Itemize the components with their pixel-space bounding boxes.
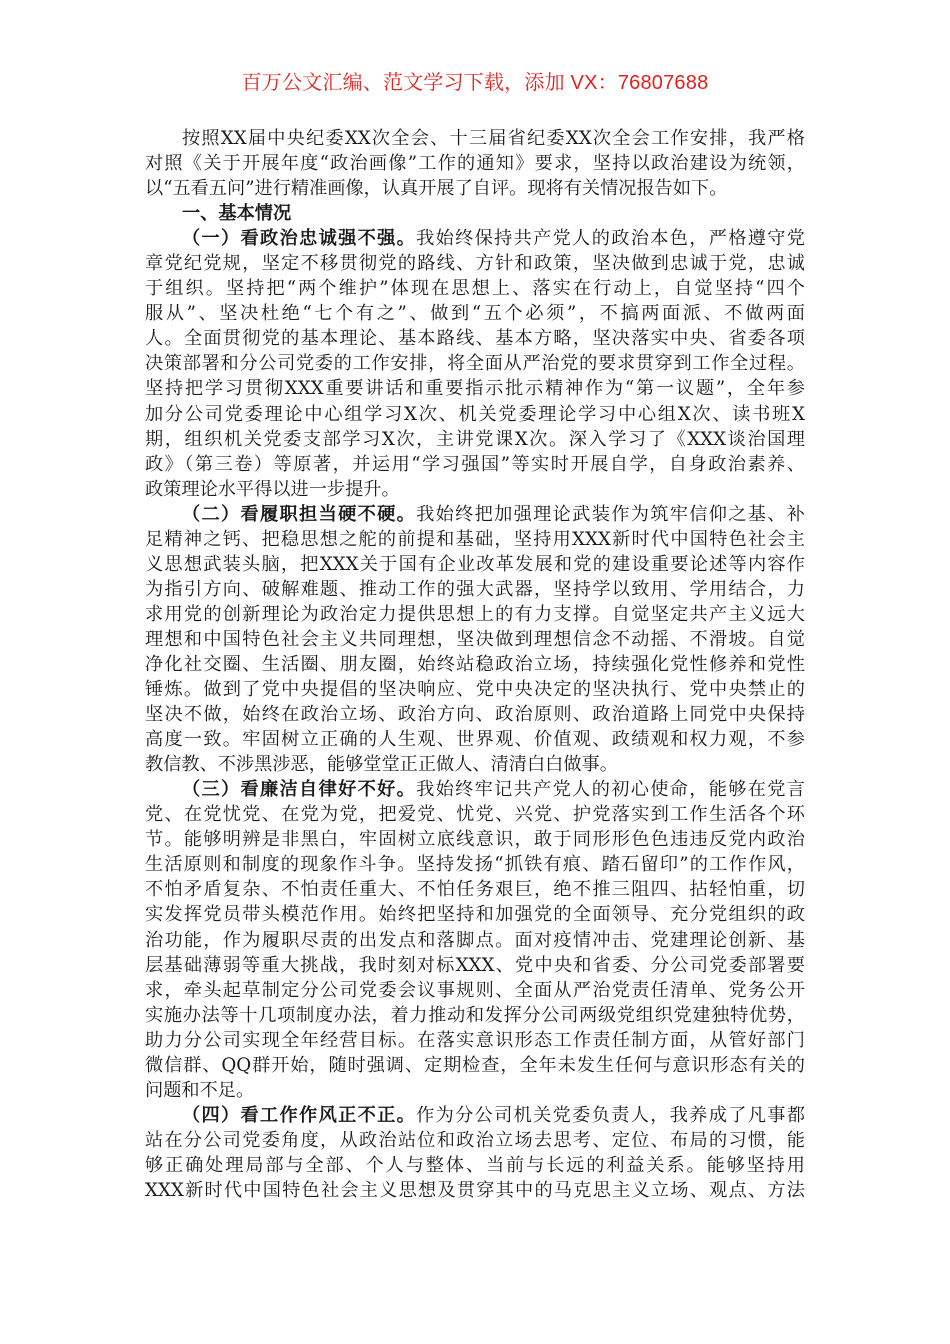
paragraph-line (145, 827, 805, 852)
paragraph-line (145, 902, 805, 927)
line-text: 够正确处理局部与全部、个人与整体、当前与长远的利益关系。能够坚持用 (145, 1154, 805, 1176)
line-text: 我始终把加强理论武装作为筑牢信仰之基、补 (416, 503, 805, 525)
paragraph-line (145, 978, 805, 1003)
line-text: 为指引方向、破解难题、推动工作的强大武器，坚持学以致用、学用结合，力 (145, 578, 805, 600)
paragraph-line (145, 251, 805, 276)
line-text: 求，牵头起草制定分公司党委会议事规则、全面从严治党责任清单、党务公开 (145, 979, 805, 1001)
paragraph-line (145, 577, 805, 602)
paragraph-line (145, 176, 805, 201)
line-text: 我始终保持共产党人的政治本色，严格遵守党 (416, 228, 805, 250)
line-text: 服从”、坚决杜绝“七个有之”、做到“五个必须”，不搞两面派、不做两面 (145, 303, 805, 325)
paragraph-line (145, 928, 805, 953)
paragraph-line (145, 326, 805, 351)
line-text: 问题和不足。 (145, 1079, 255, 1101)
line-text: 微信群、QQ群开始，随时强调、定期检查，全年未发生任何与意识形态有关的 (145, 1054, 805, 1076)
line-text: 加分公司党委理论中心组学习X次、机关党委理论学习中心组X次、读书班X (145, 403, 805, 425)
paragraph-line (145, 427, 805, 452)
paragraph-line (145, 777, 805, 802)
paragraph-line (145, 1128, 805, 1153)
paragraph-line (145, 802, 805, 827)
section-title: （二）看履职担当硬不硬。 (182, 503, 417, 525)
paragraph-line (145, 477, 805, 502)
paragraph-line (145, 727, 805, 752)
line-text: 按照XX届中央纪委XX次全会、十三届省纪委XX次全会工作安排，我严格 (182, 128, 805, 149)
paragraph-line (145, 852, 805, 877)
paragraph-line (145, 877, 805, 902)
line-text: 实施办法等十几项制度办法，着力推动和发挥分公司两级党组织党建独特优势， (145, 1004, 805, 1026)
paragraph-line (145, 602, 805, 627)
line-text: 政》（第三卷）等原著，并运用“学习强国”等实时开展自学，自身政治素养、 (145, 453, 805, 475)
paragraph-line (145, 126, 805, 151)
section-paragraph (145, 226, 805, 502)
line-text: 作为分公司机关党委负责人，我养成了凡事都 (416, 1104, 805, 1126)
line-text: 教信教、不涉黑涉恶，能够堂堂正正做人、清清白白做事。 (145, 754, 618, 776)
section-title: （四）看工作作风正不正。 (182, 1104, 417, 1126)
section-title: （一）看政治忠诚强不强。 (182, 228, 417, 250)
line-text: 政策理论水平得以进一步提升。 (145, 478, 400, 500)
paragraph-line (145, 1003, 805, 1028)
paragraph-line (145, 226, 805, 251)
section-paragraph (145, 502, 805, 778)
line-text: 坚持把学习贯彻XXX重要讲话和重要指示批示精神作为“第一议题”，全年参 (145, 378, 805, 400)
paragraph-line (145, 1053, 805, 1078)
line-text: 章党纪党规，坚定不移贯彻党的路线、方针和政策，坚决做到忠诚于党，忠诚 (145, 253, 805, 275)
paragraph-line (145, 527, 805, 552)
paragraph-line (145, 752, 805, 777)
line-text: 高度一致。牢固树立正确的人生观、世界观、价值观、政绩观和权力观，不参 (145, 729, 805, 751)
paragraph-line (145, 1078, 805, 1103)
paragraph-line (145, 552, 805, 577)
intro-paragraph (145, 126, 805, 201)
line-text: 期，组织机关党委支部学习X次，主讲党课X次。深入学习了《XXX谈治国理 (145, 428, 805, 450)
line-text: 于组织。坚持把“两个维护”体现在思想上、落实在行动上，自觉坚持“四个 (145, 278, 805, 300)
line-text: 对照《关于开展年度“政治画像”工作的通知》要求，坚持以政治建设为统领， (145, 153, 805, 175)
line-text: 生活原则和制度的现象作斗争。坚持发扬“抓铁有痕、踏石留印”的工作作风， (145, 854, 805, 876)
line-text: 不怕矛盾复杂、不怕责任重大、不怕任务艰巨，绝不推三阻四、拈轻怕重，切 (145, 879, 805, 901)
line-text: 党、在党忧党、在党为党，把爱党、忧党、兴党、护党落实到工作生活各个环 (145, 804, 805, 826)
section-paragraph (145, 1103, 805, 1203)
line-text: 站在分公司党委角度，从政治站位和政治立场去思考、定位、布局的习惯，能 (145, 1129, 805, 1151)
paragraph-line (145, 702, 805, 727)
paragraph-line (145, 452, 805, 477)
line-text: 人。全面贯彻党的基本理论、基本路线、基本方略，坚决落实中央、省委各项 (145, 328, 805, 350)
paragraph-line (145, 376, 805, 401)
paragraph-line (145, 151, 805, 176)
document-body (145, 126, 805, 1203)
paragraph-line (145, 627, 805, 652)
section-heading: 一、基本情况 (182, 203, 292, 225)
line-text: 决策部署和分公司党委的工作安排，将全面从严治党的要求贯穿到工作全过程。 (145, 353, 805, 375)
line-text: 助力分公司实现全年经营目标。在落实意识形态工作责任制方面，从管好部门 (145, 1029, 805, 1051)
line-text: 求用党的创新理论为政治定力提供思想上的有力支撑。自觉坚定共产主义远大 (145, 603, 805, 625)
line-text: 锤炼。做到了党中央提倡的坚决响应、党中央决定的坚决执行、党中央禁止的 (145, 679, 805, 701)
paragraph-line (145, 1103, 805, 1128)
line-text: 以“五看五问”进行精准画像，认真开展了自评。现将有关情况报告如下。 (145, 178, 728, 200)
paragraph-line (145, 502, 805, 527)
line-text: 我始终牢记共产党人的初心使命，能够在党言 (416, 779, 805, 801)
line-text: 净化社交圈、生活圈、朋友圈，始终站稳政治立场，持续强化党性修养和党性 (145, 653, 805, 675)
watermark-banner: 百万公文汇编、范文学习下载，添加 VX：76807688 (241, 72, 709, 94)
line-text: 足精神之钙、把稳思想之舵的前提和基础，坚持用XXX新时代中国特色社会主 (145, 528, 805, 550)
paragraph-line (145, 1153, 805, 1178)
line-text: 坚决不做，始终在政治立场、政治方向、政治原则、政治道路上同党中央保持 (145, 704, 805, 726)
paragraph-line (145, 953, 805, 978)
line-text: 层基础薄弱等重大挑战，我时刻对标XXX、党中央和省委、分公司党委部署要 (145, 954, 805, 976)
line-text: 治功能，作为履职尽责的出发点和落脚点。面对疫情冲击、党建理论创新、基 (145, 929, 805, 951)
paragraph-line (145, 276, 805, 301)
section-title: （三）看廉洁自律好不好。 (182, 779, 417, 801)
paragraph-line (145, 677, 805, 702)
paragraph-line (145, 652, 805, 677)
line-text: 节。能够明辨是非黑白，牢固树立底线意识，敢于同形形色色违违反党内政治 (145, 829, 805, 851)
paragraph-line (145, 351, 805, 376)
paragraph-line (145, 301, 805, 326)
paragraph-line (145, 1178, 805, 1203)
section-paragraph (145, 777, 805, 1103)
paragraph-line (145, 402, 805, 427)
sections (145, 226, 805, 1203)
paragraph-line (145, 1028, 805, 1053)
line-text: XXX新时代中国特色社会主义思想及贯穿其中的马克思主义立场、观点、方法 (145, 1179, 805, 1201)
line-text: 义思想武装头脑，把XXX关于国有企业改革发展和党的建设重要论述等内容作 (145, 553, 805, 575)
line-text: 实发挥党员带头模范作用。始终把坚持和加强党的全面领导、充分党组织的政 (145, 904, 805, 926)
line-text: 理想和中国特色社会主义共同理想，坚决做到理想信念不动摇、不滑坡。自觉 (145, 628, 805, 650)
intro-text (145, 126, 805, 201)
